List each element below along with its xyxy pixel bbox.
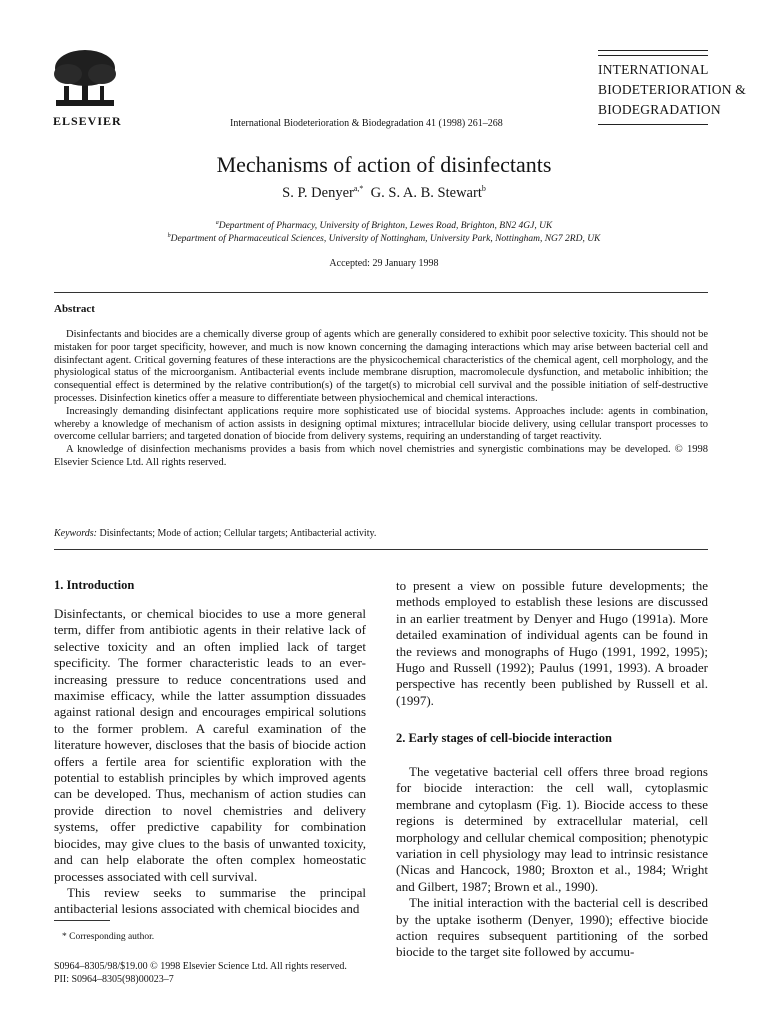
journal-title-line-1: INTERNATIONAL [598, 62, 709, 77]
corresponding-author-footnote: * Corresponding author. [62, 932, 155, 942]
intro-paragraph-1: Disinfectants, or chemical biocides to use a more general term, differ from antibiotic agents in their relative lack of selective toxicity and an often implied lack of target specificity. The former characteristic leads to an ever-increasing pressure to reduce concentrations used and maximise efficacy, while the latter assumption dissuades against rational design and encourages empirical solutions to the former problem. A careful examination of the literature however, discloses that the basis of biocide action offers a fertile area for scientific exploration with the potential to establish principles by which improved agents can be developed. Thus, mechanism of action studies can provide direction to novel chemistries and delivery systems, offer predictive capability for combination biocides, may give clues to the basis of unwanted toxicity, and can help elaborate the often complex homeostatic processes associated with cell survival. [54, 606, 366, 884]
section-2-paragraph-2: The initial interaction with the bacterial cell is described by the uptake isotherm (Denyer, 1990); effective biocide action requires subsequent partitioning of the sorbed biocide to the target site followed by accumu- [396, 895, 708, 960]
abstract-rule-bottom [54, 549, 708, 550]
journal-citation: International Biodeterioration & Biodegradation 41 (1998) 261–268 [230, 118, 503, 129]
accepted-date: Accepted: 29 January 1998 [329, 258, 439, 269]
keywords [54, 528, 376, 539]
right-column-top [396, 578, 708, 709]
copyright-block [54, 960, 347, 986]
section-2-heading: 2. Early stages of cell-biocide interaction [396, 731, 612, 745]
affiliation-b [0, 233, 768, 244]
article-title: Mechanisms of action of disinfectants [216, 152, 552, 177]
abstract-paragraph-2: Increasingly demanding disinfectant applications require more sophisticated use of biocidal systems. Approaches include: agents in combination, whereby a knowledge of mechanism of action assists in designing optimal mixtures; intracellular biocide delivery, using cellular transport processes to overcome cellular barriers; and targeted donation of biocide from delivery systems, requiring an understanding of target reactivity. [54, 405, 708, 443]
keywords-label: Keywords: [54, 528, 97, 539]
affiliation-a [0, 220, 768, 231]
abstract-rule-top [54, 292, 708, 293]
elsevier-tree-logo [50, 46, 120, 110]
abstract-body [54, 329, 708, 470]
affiliation-a-text: Department of Pharmacy, University of Brighton, Lewes Road, Brighton, BN2 4GJ, UK [218, 221, 553, 232]
intro-continuation: to present a view on possible future developments; the methods employed to establish these lesions are discussed in an earlier treatment by Denyer and Hugo (1991a). More detailed examination of individual agents can be found in the reviews and monographs of Hugo (1991, 1992, 1995); Hugo and Russell (1992); Paulus (1991, 1993). A broader perspective has recently been published by Russell et al. (1997). [396, 578, 708, 708]
keywords-list: Disinfectants; Mode of action; Cellular targets; Antibacterial activity. [99, 528, 377, 539]
journal-rule-top [598, 50, 708, 51]
journal-title [598, 60, 746, 120]
author-1: S. P. Denyer [282, 184, 354, 201]
intro-paragraph-2: This review seeks to summarise the principal antibacterial lesions associated with chemical biocides and [54, 884, 366, 917]
affiliation-b-mark: b [167, 233, 171, 239]
abstract-paragraph-3: A knowledge of disinfection mechanisms provides a basis from which novel chemistries and synergistic combinations may be developed. © 1998 Elsevier Science Ltd. All rights reserved. [54, 444, 708, 468]
journal-title-line-3: BIODEGRADATION [598, 102, 721, 117]
copyright-line: S0964–8305/98/$19.00 © 1998 Elsevier Science Ltd. All rights reserved. [54, 961, 347, 972]
right-column-section-2 [396, 764, 708, 961]
affiliation-a-mark: a [215, 220, 219, 226]
author-1-affil-mark: a,* [353, 184, 364, 193]
left-column [54, 606, 366, 918]
author-2: G. S. A. B. Stewart [370, 184, 482, 201]
section-1-heading: 1. Introduction [54, 578, 135, 592]
pii-line: PII: S0964–8305(98)00023–7 [54, 974, 174, 985]
affiliation-b-text: Department of Pharmaceutical Sciences, University of Nottingham, University Park, Nottingham, NG7 2RD, UK [170, 234, 601, 245]
publisher-name: ELSEVIER [53, 114, 122, 128]
footnote-rule [54, 920, 110, 921]
journal-rule-bottom [598, 124, 708, 125]
journal-rule-top-2 [598, 55, 708, 56]
journal-title-line-2: BIODETERIORATION & [598, 82, 746, 97]
abstract-heading: Abstract [54, 303, 95, 315]
abstract-paragraph-1: Disinfectants and biocides are a chemically diverse group of agents which are generally considered to exhibit poor selective toxicity. This should not be mistaken for poor target specificity, however, and much is now known concerning the damaging interactions which may arise between bacterial cell and disinfectant agent. Critical governing features of these interactions are the physicochemical characteristics of the chemical agent, cell morphology, and the physiological status of the microorganism. Antibacterial events include membrane disruption, macromolecule dysfunction, and metabolic inhibition; the consequential effect is determined by the relative contribution(s) of the target(s) to microbial cell survival and the possible initiation of self-destructive processes. Disinfection kinetics offer a measure to differentiate between physiochemical and chemical interactions. [54, 329, 708, 404]
author-2-affil-mark: b [481, 184, 486, 193]
section-2-paragraph-1: The vegetative bacterial cell offers three broad regions for biocide interaction: the cell wall, cytoplasmic membrane and cytoplasm (Fig. 1). Biocide access to these regions is determined by extracellular material, cell morphology and cellular chemical composition; phenotypic variation in cell physiology may lead to intrinsic resistance (Nicas and Hancock, 1980; Broxton et al., 1984; Wright and Gilbert, 1987; Brown et al., 1990). [396, 764, 708, 894]
author-list [0, 184, 768, 202]
